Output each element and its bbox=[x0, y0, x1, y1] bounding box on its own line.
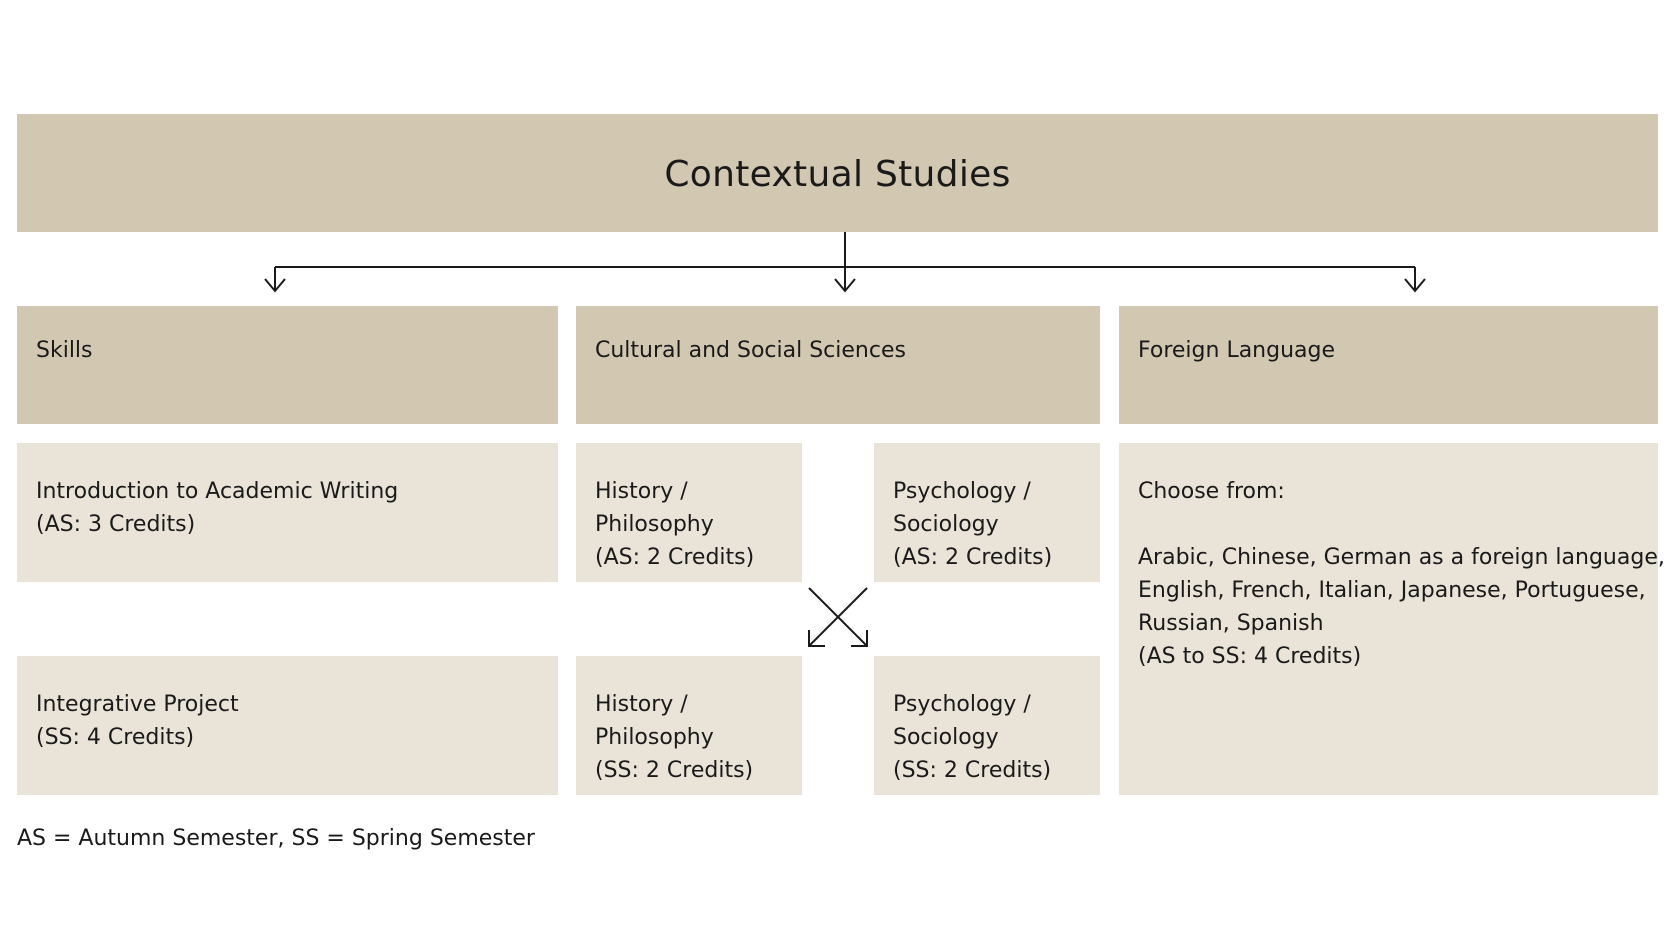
category-foreign-language-label: Foreign Language bbox=[1138, 338, 1336, 363]
course-title: Sociology bbox=[893, 725, 999, 750]
course-psychology-sociology-as bbox=[874, 443, 1100, 582]
course-title: Psychology / bbox=[893, 479, 1031, 504]
course-credits: (AS to SS: 4 Credits) bbox=[1138, 644, 1362, 669]
legend-footnote: AS = Autumn Semester, SS = Spring Semester bbox=[17, 826, 535, 851]
course-title: Integrative Project bbox=[36, 692, 239, 717]
language-intro: Choose from: bbox=[1138, 479, 1285, 504]
course-credits: (SS: 4 Credits) bbox=[36, 725, 195, 750]
course-integrative-project bbox=[17, 656, 558, 795]
course-credits: (AS: 3 Credits) bbox=[36, 512, 196, 537]
language-list-line: English, French, Italian, Japanese, Portuguese, bbox=[1138, 578, 1646, 603]
title-box bbox=[17, 114, 1658, 232]
course-history-philosophy-ss bbox=[576, 656, 802, 795]
diagram-title: Contextual Studies bbox=[664, 153, 1011, 195]
course-foreign-language bbox=[1119, 443, 1665, 795]
course-credits: (AS: 2 Credits) bbox=[893, 545, 1053, 570]
course-title: History / bbox=[595, 692, 688, 717]
course-title: Psychology / bbox=[893, 692, 1031, 717]
spacer bbox=[1138, 508, 1658, 541]
course-title: History / bbox=[595, 479, 688, 504]
course-title: Philosophy bbox=[595, 512, 714, 537]
course-history-philosophy-as bbox=[576, 443, 802, 582]
category-skills-label: Skills bbox=[36, 338, 93, 363]
language-list-line: Arabic, Chinese, German as a foreign language, bbox=[1138, 545, 1665, 570]
category-social-sciences-label: Cultural and Social Sciences bbox=[595, 338, 906, 363]
category-skills bbox=[17, 306, 558, 424]
course-psychology-sociology-ss bbox=[874, 656, 1100, 795]
arrow-head-language bbox=[1405, 279, 1425, 291]
cross-arrow-head-right bbox=[851, 630, 867, 646]
course-academic-writing bbox=[17, 443, 558, 582]
course-credits: (AS: 2 Credits) bbox=[595, 545, 755, 570]
cross-arrow-down-left bbox=[809, 588, 867, 646]
course-title: Introduction to Academic Writing bbox=[36, 479, 399, 504]
cross-arrow-down-right bbox=[809, 588, 867, 646]
arrow-head-skills bbox=[265, 279, 285, 291]
cross-arrow-head-left bbox=[809, 630, 825, 646]
category-social-sciences bbox=[576, 306, 1100, 424]
course-title: Sociology bbox=[893, 512, 999, 537]
language-list-line: Russian, Spanish bbox=[1138, 611, 1324, 636]
arrow-head-social bbox=[835, 279, 855, 291]
course-credits: (SS: 2 Credits) bbox=[893, 758, 1052, 783]
course-credits: (SS: 2 Credits) bbox=[595, 758, 754, 783]
course-title: Philosophy bbox=[595, 725, 714, 750]
category-foreign-language bbox=[1119, 306, 1658, 424]
